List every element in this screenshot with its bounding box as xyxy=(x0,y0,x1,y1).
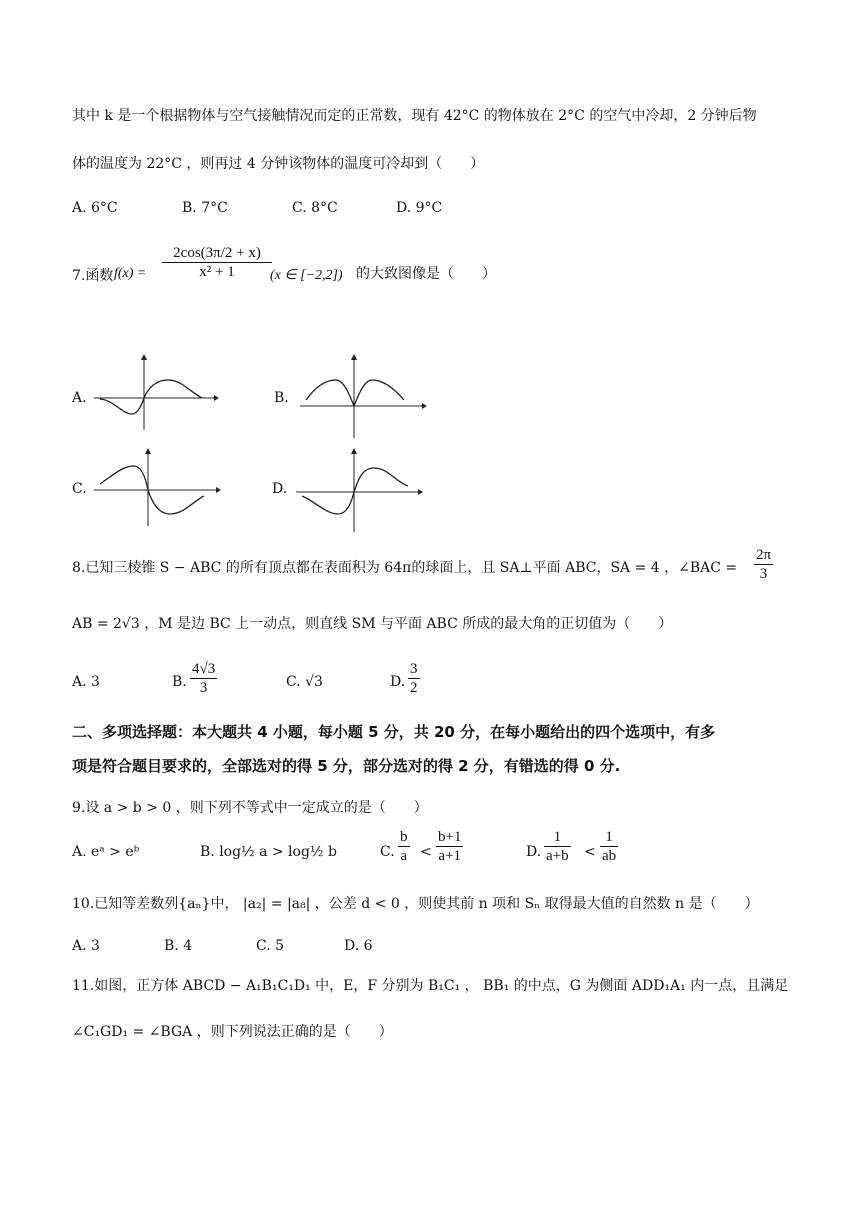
q8-option-d-fraction xyxy=(408,660,420,697)
graph-c xyxy=(90,446,224,530)
graph-d-label: D. xyxy=(272,481,288,497)
q9-option-d-label: D. xyxy=(526,844,542,860)
q9-option-b: B. log½ a > log½ b xyxy=(200,844,337,860)
q9-stem: 9.设 a > b > 0 ，则下列不等式中一定成立的是（ ） xyxy=(72,800,428,816)
q8-option-d-num: 3 xyxy=(410,661,418,677)
q9-option-d-left xyxy=(544,828,571,865)
q8-option-b-num: 4√3 xyxy=(192,661,216,677)
q7-denominator: x² + 1 xyxy=(199,264,235,280)
q8-option-b-den: 3 xyxy=(199,680,208,696)
q9-option-a: A. eᵃ > eᵇ xyxy=(72,844,140,860)
q11-line-1: 11.如图，正方体 ABCD − A₁B₁C₁D₁ 中，E，F 分别为 B₁C₁ ， BB₁ 的中点，G 为侧面 ADD₁A₁ 内一点，且满足 xyxy=(72,978,789,994)
q11-line-2: ∠C₁GD₁ = ∠BGA ，则下列说法正确的是（ ） xyxy=(72,1024,393,1040)
q7-suffix: 的大致图像是（ ） xyxy=(356,266,496,282)
q8-line-1: 8.已知三棱锥 S − ABC 的所有顶点都在表面积为 64π的球面上，且 SA⊥平面 ABC，SA = 4 ，∠BAC = xyxy=(72,560,738,576)
q8-option-b-label: B. xyxy=(172,674,187,690)
graph-b xyxy=(296,352,430,442)
q8-angle-den: 3 xyxy=(759,566,768,582)
q8-angle-fraction xyxy=(754,546,773,583)
q8-option-d-label: D. xyxy=(390,674,406,690)
q8-option-c: C. √3 xyxy=(286,674,323,690)
q7-fraction xyxy=(162,244,272,281)
section2-heading-line-2: 项是符合题目要求的，全部选对的得 5 分，部分选对的得 2 分，有错选的得 0 分. xyxy=(72,757,621,775)
q9-option-c-right xyxy=(436,828,463,865)
q8-option-d-den: 2 xyxy=(410,680,418,696)
q7-lhs: f(x) = xyxy=(114,266,147,281)
q6-option-b: B. 7°C xyxy=(182,200,228,216)
graph-b-label: B. xyxy=(274,390,289,406)
section2-heading-line-1: 二、多项选择题：本大题共 4 小题，每小题 5 分，共 20 分，在每小题给出的四个选项中，有多 xyxy=(72,723,716,741)
q10-option-b: B. 4 xyxy=(164,938,193,954)
graph-a-label: A. xyxy=(72,390,87,406)
q8-option-b-fraction xyxy=(190,660,217,697)
q6-line-1: 其中 k 是一个根据物体与空气接触情况而定的正常数，现有 42°C 的物体放在 2°C 的空气中冷却，2 分钟后物 xyxy=(72,108,757,124)
q9-option-c-op: < xyxy=(420,844,432,860)
q9-c-left-den: a xyxy=(400,848,408,864)
q6-line-2: 体的温度为 22°C ，则再过 4 分钟该物体的温度可冷却到（ ） xyxy=(72,156,485,172)
q8-line-2: AB = 2√3 ，M 是边 BC 上一动点，则直线 SM 与平面 ABC 所成的最大角的正切值为（ ） xyxy=(72,616,673,632)
q9-option-d-right xyxy=(600,828,618,865)
graph-d xyxy=(292,446,426,536)
q7-domain: (x ∈ [−2,2]) xyxy=(270,268,343,283)
q9-c-right-num: b+1 xyxy=(438,829,462,845)
q7-numerator: 2cos(3π/2 + x) xyxy=(162,244,272,263)
q9-d-left-num: 1 xyxy=(544,828,571,847)
q9-d-right-den: ab xyxy=(602,848,617,864)
q6-option-d: D. 9°C xyxy=(396,200,443,216)
q10-option-c: C. 5 xyxy=(256,938,285,954)
q9-d-left-den: a+b xyxy=(546,848,569,864)
q9-option-c-left xyxy=(398,828,410,865)
q8-option-a: A. 3 xyxy=(72,674,100,690)
q9-d-right-num: 1 xyxy=(600,828,618,847)
q10-stem: 10.已知等差数列{aₙ}中， |a₂| = |a₈| ，公差 d < 0 ，则使其前 n 项和 Sₙ 取得最大值的自然数 n 是（ ） xyxy=(72,896,759,912)
q10-option-d: D. 6 xyxy=(344,938,373,954)
q9-c-right-den: a+1 xyxy=(438,848,462,864)
q8-angle-num: 2π xyxy=(756,547,772,563)
q9-option-d-op: < xyxy=(584,844,596,860)
q6-option-c: C. 8°C xyxy=(292,200,338,216)
graph-a xyxy=(90,352,220,432)
q7-prefix: 7.函数 xyxy=(72,268,114,284)
graph-c-label: C. xyxy=(72,481,87,497)
q10-option-a: A. 3 xyxy=(72,938,100,954)
q9-c-left-num: b xyxy=(400,829,408,845)
q6-option-a: A. 6°C xyxy=(72,200,118,216)
q9-option-c-label: C. xyxy=(380,844,395,860)
